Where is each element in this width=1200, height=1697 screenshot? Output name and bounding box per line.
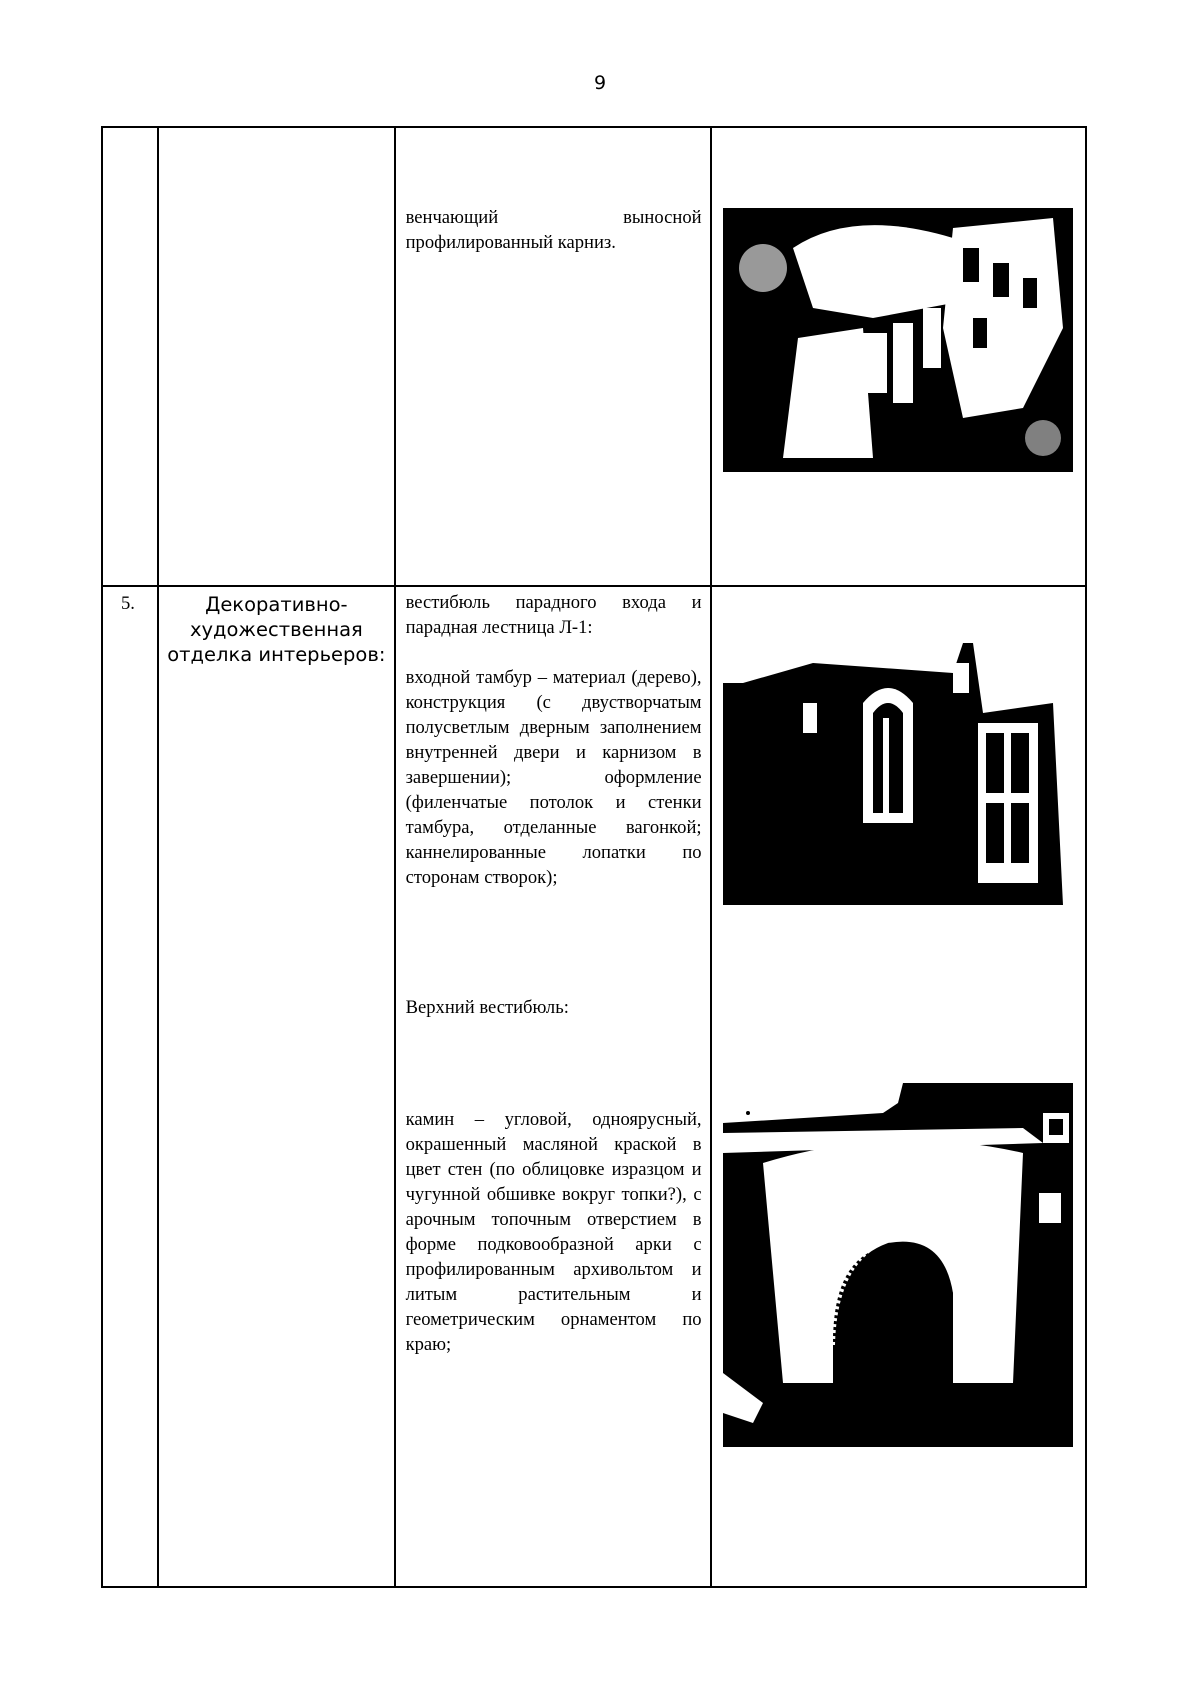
category-cell: [158, 127, 394, 586]
row-number-cell: [102, 586, 158, 1587]
table-row: [102, 127, 1086, 586]
category-cell: [158, 586, 394, 1587]
category-line: отделка интерьеров:: [167, 643, 386, 666]
entrance-vestibule-photo: [723, 643, 1073, 905]
fireplace-photo: [723, 1083, 1073, 1447]
category-line: Декоративно-: [205, 593, 348, 616]
cornice-description: венчающий выносной профилированный карниз.: [405, 207, 702, 253]
building-facade-photo: [723, 208, 1073, 472]
row-number-cell: [102, 127, 158, 586]
description-cell: [395, 586, 712, 1587]
page-number: 9: [593, 72, 607, 94]
category-line: художественная: [189, 618, 363, 641]
heritage-elements-table: [101, 126, 1087, 1588]
description-cell: [395, 127, 712, 586]
vestibule-heading: вестибюль парадного входа и парадная лестница Л-1:: [405, 592, 702, 638]
table-row: [102, 586, 1086, 1587]
category-title: [159, 587, 393, 667]
photo-cell: [711, 127, 1086, 586]
fireplace-description: камин – угловой, одноярусный, окрашенный масляной краской в цвет стен (по облицовке изразцом и чугунной обшивке вокруг топки?), с арочным топочным отверстием в форме подковообразной арки с профилированным архивольтом и литым растительным и геометрическим орнаментом по краю;: [405, 1109, 702, 1355]
row-number: 5.: [121, 593, 135, 614]
photo-cell: [711, 586, 1086, 1587]
upper-vestibule-heading: Верхний вестибюль:: [405, 997, 569, 1018]
entrance-tambour-description: входной тамбур – материал (дерево), конструкция (с двустворчатым полусветлым дверным заполнением внутренней двери и карнизом в завершении); оформление (филенчатые потолок и стенки тамбура, отделанные вагонкой; каннелированные лопатки по сторонам створок);: [405, 667, 702, 888]
